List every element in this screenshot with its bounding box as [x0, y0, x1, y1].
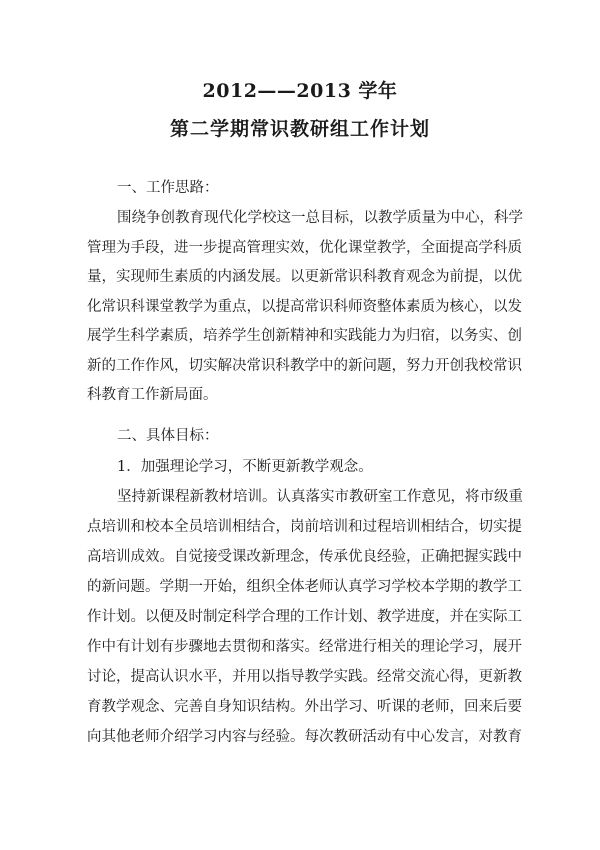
paragraph-line: 量，实现师生素质的内涵发展。以更新常识科教育观念为前提，以优 [87, 269, 522, 285]
paragraph-line: 作中有计划有步骤地去贯彻和落实。经常进行相关的理论学习，展开 [87, 639, 522, 655]
paragraph-line: 的新问题。学期一开始，组织全体老师认真学习学校本学期的教学工 [87, 579, 522, 595]
paragraph-line: 化常识科课堂教学为重点，以提高常识科师资整体素质为核心，以发 [87, 299, 522, 315]
paragraph-line: 围绕争创教育现代化学校这一总目标，以教学质量为中心，科学 [117, 210, 523, 226]
paragraph-line: 高培训成效。自觉接受课改新理念，传承优良经验，正确把握实践中 [87, 549, 522, 565]
section-heading-work-ideas: 一、工作思路： [117, 180, 219, 196]
paragraph-line: 作计划。以便及时制定科学合理的工作计划、教学进度，并在实际工 [87, 609, 522, 625]
document-title: 第二学期常识教研组工作计划 [169, 118, 430, 140]
paragraph-line: 坚持新课程新教材培训。认真落实市教研室工作意见，将市级重 [117, 489, 523, 505]
section-heading-goals: 二、具体目标： [117, 428, 219, 444]
paragraph-line: 科教育工作新局面。 [87, 387, 218, 403]
paragraph-line: 讨论，提高认识水平，并用以指导教学实践。经常交流心得，更新教 [87, 669, 522, 685]
document-title-year: 2012——2013 学年 [202, 80, 398, 102]
paragraph-line: 点培训和校本全员培训相结合，岗前培训和过程培训相结合，切实提 [87, 519, 522, 535]
paragraph-line: 向其他老师介绍学习内容与经验。每次教研活动有中心发言，对教育 [87, 729, 522, 745]
paragraph-line: 新的工作作风，切实解决常识科教学中的新问题，努力开创我校常识 [87, 358, 522, 374]
paragraph-line: 育教学观念、完善自身知识结构。外出学习、听课的老师，回来后要 [87, 699, 522, 715]
paragraph-line: 展学生科学素质，培养学生创新精神和实践能力为归宿，以务实、创 [87, 328, 522, 344]
paragraph-line: 管理为手段，进一步提高管理实效，优化课堂教学，全面提高学科质 [87, 240, 522, 256]
subsection-heading: 1．加强理论学习，不断更新教学观念。 [117, 459, 373, 475]
